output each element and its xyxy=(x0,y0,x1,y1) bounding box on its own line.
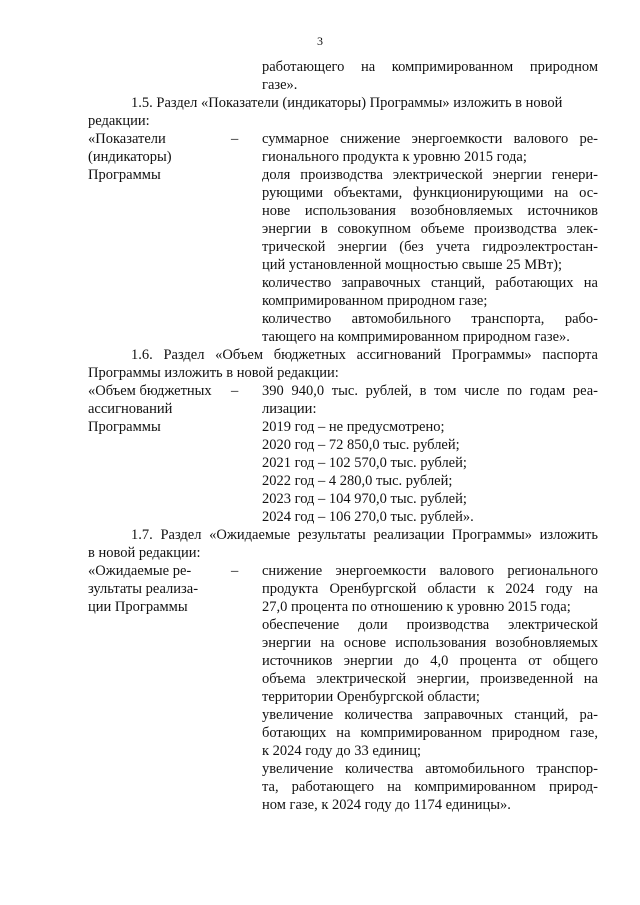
row-text: ботающих на компримированном природном газе, xyxy=(262,725,598,741)
row-text: нове использования возобновляемых источников xyxy=(262,203,598,219)
row-text: трической энергии (без учета гидроэлектростан- xyxy=(262,239,598,255)
row-dash: – xyxy=(231,383,239,399)
row-label: (индикаторы) xyxy=(88,149,172,165)
section-heading: 1.6. Раздел «Объем бюджетных ассигнований Программы» паспорта xyxy=(131,347,598,363)
budget-year: 2019 год – не предусмотрено; xyxy=(262,419,445,435)
section-heading: редакции: xyxy=(88,113,150,129)
row-text: снижение энергоемкости валового регионального xyxy=(262,563,598,579)
row-text: к 2024 году до 33 единиц; xyxy=(262,743,422,759)
budget-year: 2024 год – 106 270,0 тыс. рублей». xyxy=(262,509,474,525)
budget-year: 2021 год – 102 570,0 тыс. рублей; xyxy=(262,455,467,471)
row-text: количество автомобильного транспорта, рабо- xyxy=(262,311,598,327)
row-text: доля производства электрической энергии генери- xyxy=(262,167,598,183)
page-number: 3 xyxy=(317,34,323,48)
budget-year: 2023 год – 104 970,0 тыс. рублей; xyxy=(262,491,467,507)
row-text: энергии на основе использования возобновляемых xyxy=(262,635,598,651)
row-text: увеличение количества заправочных станций, ра- xyxy=(262,707,598,723)
intro-line: работающего на компримированном природном xyxy=(262,59,598,75)
row-text: территории Оренбургской области; xyxy=(262,689,480,705)
row-text: суммарное снижение энергоемкости валового ре- xyxy=(262,131,598,147)
row-text: увеличение количества автомобильного транспор- xyxy=(262,761,598,777)
row-dash: – xyxy=(231,563,239,579)
row-label: ции Программы xyxy=(88,599,188,615)
section-heading: 1.5. Раздел «Показатели (индикаторы) Программы» изложить в новой xyxy=(131,95,563,111)
row-label: Программы xyxy=(88,167,161,183)
row-dash: – xyxy=(231,131,239,147)
row-text: продукта Оренбургской области к 2024 году на xyxy=(262,581,598,597)
row-text: энергии в совокупном объеме производства элек- xyxy=(262,221,598,237)
row-text: ном газе, к 2024 году до 1174 единицы». xyxy=(262,797,511,813)
row-text: рующими объектами, функционирующими на ос- xyxy=(262,185,598,201)
row-label: «Показатели xyxy=(88,131,166,147)
row-text: количество заправочных станций, работающих на xyxy=(262,275,598,291)
row-text: лизации: xyxy=(262,401,317,417)
section-heading: в новой редакции: xyxy=(88,545,201,561)
budget-year: 2020 год – 72 850,0 тыс. рублей; xyxy=(262,437,460,453)
row-text: компримированном природном газе; xyxy=(262,293,488,309)
row-text: та, работающего на компримированном природ- xyxy=(262,779,598,795)
row-text: 27,0 процента по отношению к уровню 2015 года; xyxy=(262,599,571,615)
row-text: источников энергии до 4,0 процента от общего xyxy=(262,653,598,669)
row-label: Программы xyxy=(88,419,161,435)
section-heading: 1.7. Раздел «Ожидаемые результаты реализации Программы» изложить xyxy=(131,527,598,543)
budget-year: 2022 год – 4 280,0 тыс. рублей; xyxy=(262,473,453,489)
row-text: тающего на компримированном природном газе». xyxy=(262,329,570,345)
row-text: объема электрической энергии, произведенной на xyxy=(262,671,598,687)
row-label: «Ожидаемые ре- xyxy=(88,563,192,579)
row-label: зультаты реализа- xyxy=(88,581,199,597)
row-label: ассигнований xyxy=(88,401,173,417)
intro-line: газе». xyxy=(262,77,298,93)
row-text: обеспечение доли производства электрической xyxy=(262,617,598,633)
row-label: «Объем бюджетных xyxy=(88,383,212,399)
row-text: ций установленной мощностью свыше 25 МВт); xyxy=(262,257,562,273)
section-heading: Программы изложить в новой редакции: xyxy=(88,365,339,381)
row-text: 390 940,0 тыс. рублей, в том числе по годам реа- xyxy=(262,383,598,399)
row-text: гионального продукта к уровню 2015 года; xyxy=(262,149,527,165)
